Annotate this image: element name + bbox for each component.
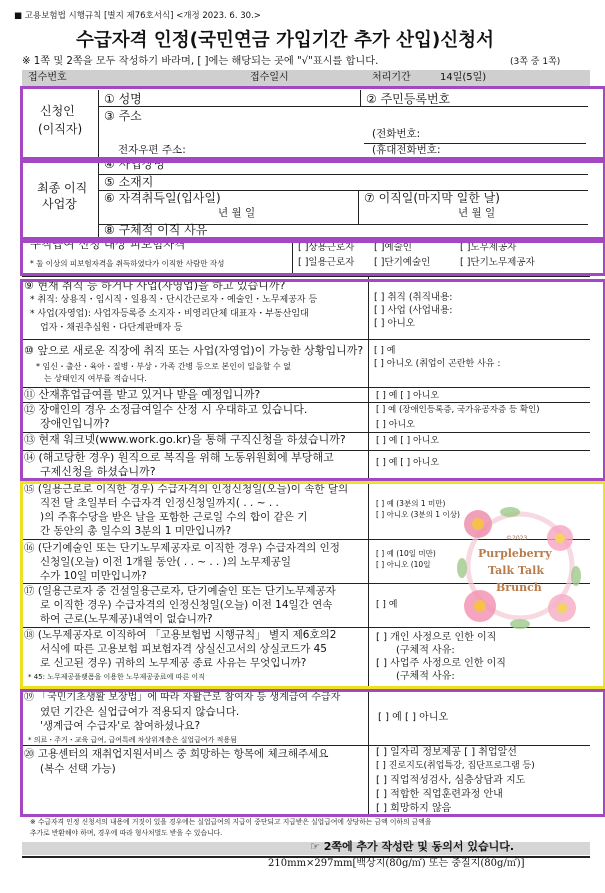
q20-answer-training[interactable]: [ ] 적합한 직업훈련과정 안내 xyxy=(376,789,503,800)
address-field-label[interactable]: ③ 주소 xyxy=(104,109,142,123)
highlight-questions-9-14 xyxy=(20,279,605,481)
q15-answer-yes[interactable]: [ ] 예 (3분의 1 미만) xyxy=(376,499,446,508)
q10-line2: * 임신・출산・육아・질병・부상・가족 간병 등으로 본인이 일을할 수 없 xyxy=(36,362,291,371)
option-short-artist[interactable]: [ ]단기예술인 xyxy=(374,257,431,268)
q14-answer[interactable]: [ ] 예 [ ] 아니오 xyxy=(376,458,440,468)
workplace-name-label[interactable]: ④ 사업장명 xyxy=(104,157,165,171)
q18-answer-personal-reason[interactable]: (구체적 사유: xyxy=(396,645,455,656)
q18-line3: 로 신고된 경우) 귀하의 노무제공 종료 사유는 무엇입니까? xyxy=(40,657,307,669)
q20-answer-none[interactable]: [ ] 희망하지 않음 xyxy=(376,803,452,814)
postal-field-label[interactable]: 전자우편 주소: xyxy=(118,144,186,156)
option-artist[interactable]: [ ]예술인 xyxy=(374,242,412,253)
mobile-field-label[interactable]: (휴대전화번호: xyxy=(372,144,441,156)
q19-line4: * 의료・주거・교육 급여, 급여특례 차상위계층은 실업급여가 적용됨 xyxy=(28,736,237,744)
q9-answer-job[interactable]: [ ] 취직 (취직내용: xyxy=(374,292,453,303)
watermark-small: ©2023 xyxy=(506,535,528,542)
highlight-benefit-type xyxy=(20,237,605,276)
processing-period-label: 처리기간 xyxy=(372,72,411,83)
q15-line2: 직전 달 초일부터 수급자격 인정신청일까지( . . ~ . . xyxy=(40,497,279,509)
q9-answer-business[interactable]: [ ] 사업 (사업내용: xyxy=(374,305,453,316)
workplace-location-label[interactable]: ⑤ 소재지 xyxy=(104,175,154,189)
workplace-section-sublabel: 사업장 xyxy=(42,197,77,211)
watermark-line2: Talk Talk xyxy=(488,564,544,577)
footer-warning-line2: 추가로 반환해야 하며, 경우에 따라 형사처벌도 받을 수 있습니다. xyxy=(30,829,223,837)
rrn-field-label[interactable]: ② 주민등록번호 xyxy=(366,92,451,106)
name-field-label[interactable]: ① 성명 xyxy=(104,92,142,106)
floral-watermark-logo xyxy=(450,496,590,636)
q10-answer-no[interactable]: [ ] 아니오 (취업이 곤란한 사유 : xyxy=(374,359,501,369)
q15-line1: ⑮ (일용근로로 이직한 경우) 수급자격의 인정신청일(오늘)이 속한 달의 xyxy=(24,483,349,495)
left-date-label[interactable]: ⑦ 이직일(마지막 일한 날) xyxy=(364,191,500,205)
receipt-row xyxy=(22,70,590,87)
acquired-date-value[interactable]: 년 월 일 xyxy=(218,207,256,219)
paper-spec: 210mm×297mm[백상지(80g/㎡) 또는 중질지(80g/㎡)] xyxy=(268,858,525,869)
q15-answer-no[interactable]: [ ] 아니오 (3분의 1 이상) xyxy=(376,510,460,519)
benefit-type-note: * 둘 이상의 피보험자격을 취득하였다가 이직한 사람만 작성 xyxy=(30,259,225,268)
watermark-line3: Brunch xyxy=(496,581,542,594)
q9-line3: * 사업(자영업): 사업자등록증 소지자・비영리단체 대표자・부동산임대 xyxy=(30,309,309,319)
applicant-section-sublabel: (이직자) xyxy=(38,122,83,136)
benefit-type-label: 구직급여 신청 대상 피보험자격 xyxy=(30,237,186,251)
q19-line1: ⑲ 「국민기초생활 보장법」에 따라 자활근로 참여자 등 생계급여 수급자 xyxy=(24,692,341,703)
option-daily[interactable]: [ ]일용근로자 xyxy=(298,257,355,268)
continue-notice: ☞ 2쪽에 추가 작성란 및 동의서 있습니다. xyxy=(310,840,515,853)
option-labor[interactable]: [ ]노무제공자 xyxy=(460,242,517,253)
q20-line1: ⑳ 고용센터의 재취업지원서비스 중 희망하는 항목에 체크해주세요 xyxy=(24,748,329,760)
leave-reason-label[interactable]: ⑧ 구체적 이직 사유 xyxy=(104,223,208,237)
q15-line4: 간 동안의 총 일수의 3분의 1 미만입니까? xyxy=(40,525,232,537)
q14-line1: ⑭ (해고당한 경우) 원직으로 복직을 위해 노동위원회에 부당해고 xyxy=(24,451,334,464)
q20-line2: (복수 선택 가능) xyxy=(40,763,116,775)
q10-answer-yes[interactable]: [ ] 예 xyxy=(374,346,396,356)
option-short-labor[interactable]: [ ]단기노무제공자 xyxy=(460,257,535,268)
q14-line2: 구제신청을 하셨습니까? xyxy=(40,465,156,478)
receipt-date-label: 접수일시 xyxy=(250,72,289,83)
q16-line3: 수가 10일 미만입니까? xyxy=(40,570,147,582)
processing-period-value: 14일(5일) xyxy=(440,72,487,83)
q18-answer-employer[interactable]: [ ] 사업주 사정으로 인한 이직 xyxy=(376,658,506,669)
q12-answer-yes[interactable]: [ ] 예 (장애인등록증, 국가유공자증 등 확인) xyxy=(376,405,540,415)
workplace-section-label: 최종 이직 xyxy=(37,181,88,195)
q9-line2: * 취직: 상용직・임시직・일용직・단시간근로자・예술인・노무제공자 등 xyxy=(30,295,318,305)
q11-line1: ⑪ 산재휴업급여를 받고 있거나 받을 예정입니까? xyxy=(24,388,261,401)
form-caption: ■ 고용보험법 시행규칙 [별지 제76호서식] <개정 2023. 6. 30.> xyxy=(14,11,261,21)
q9-answer-no[interactable]: [ ] 아니오 xyxy=(374,318,415,329)
q16-line2: 신청일(오늘) 이전 1개월 동안( . . ~ . . )의 노무제공일 xyxy=(40,556,292,568)
acquired-date-label[interactable]: ⑥ 자격취득일(입사일) xyxy=(104,191,221,205)
form-instruction: ※ 1쪽 및 2쪽을 모두 작성하기 바라며, [ ]에는 해당되는 곳에 "√"표시를 합니다. xyxy=(22,56,379,67)
q17-line3: 하여 근로(노무제공)내역이 없습니까? xyxy=(40,613,213,625)
q13-answer[interactable]: [ ] 예 [ ] 아니오 xyxy=(376,436,440,446)
q19-line2: 였던 기간은 실업급여가 적용되지 않습니다. xyxy=(40,706,240,718)
q13-line1: ⑬ 현재 워크넷(www.work.go.kr)을 통해 구직신청을 하셨습니까? xyxy=(24,433,346,446)
watermark-line1: Purpleberry xyxy=(478,547,552,560)
option-regular[interactable]: [ ]상용근로자 xyxy=(298,242,355,253)
q17-answer-yes[interactable]: [ ] 예 xyxy=(376,600,398,610)
receipt-number-label: 접수번호 xyxy=(28,72,67,83)
applicant-section-label: 신청인 xyxy=(40,104,75,118)
q12-answer-no[interactable]: [ ] 아니오 xyxy=(376,420,415,430)
q17-line1: ⑰ (일용근로자 중 건설일용근로자, 단기예술인 또는 단기노무제공자 xyxy=(24,585,336,597)
q10-line3: 는 상태인지 여부를 적습니다. xyxy=(44,374,147,383)
footer-warning-line1: ※ 수급자격 인정 신청서의 내용에 거짓이 있을 경우에는 실업급여의 지급이 중단되고 지급받은 실업급여에 상당하는 금액 이하의 금액을 xyxy=(30,818,432,826)
q20-answer-aptitude[interactable]: [ ] 직업적성검사, 심층상담과 지도 xyxy=(376,775,526,786)
q19-answer[interactable]: [ ] 예 [ ] 아니오 xyxy=(378,712,449,723)
highlight-questions-19-20 xyxy=(20,689,605,817)
page-number: (3쪽 중 1쪽) xyxy=(510,57,561,67)
q18-answer-personal[interactable]: [ ] 개인 사정으로 인한 이직 xyxy=(376,632,497,643)
q12-line2: 장애인입니까? xyxy=(40,417,110,430)
left-date-value[interactable]: 년 월 일 xyxy=(458,207,496,219)
q15-line3: )의 주휴수당을 받은 날을 포함한 근로일 수의 합이 같은 기 xyxy=(40,511,308,523)
q11-answer[interactable]: [ ] 예 [ ] 아니오 xyxy=(376,391,440,401)
q16-answer-yes[interactable]: [ ] 예 (10일 미만) xyxy=(376,549,436,558)
q19-line3: '생계급여 수급자'로 참여하셨나요? xyxy=(40,720,201,732)
q9-line4: 업자・채권추심원・다단계판매자 등 xyxy=(40,323,183,333)
q18-line2: 서식에 따른 고용보험 피보험자격 상실신고서의 상실코드가 45 xyxy=(40,643,327,655)
q16-answer-no[interactable]: [ ] 아니오 (10일 xyxy=(376,560,431,569)
q16-line1: ⑯ (단기예술인 또는 단기노무제공자로 이직한 경우) 수급자격의 인정 xyxy=(24,542,340,554)
phone-field-label[interactable]: (전화번호: xyxy=(372,128,421,140)
highlight-workplace xyxy=(20,157,605,240)
page-title: 수급자격 인정(국민연금 가입기간 추가 산입)신청서 xyxy=(76,30,494,51)
q10-line1: ⑩ 앞으로 새로운 직장에 취직 또는 사업(자영업)이 가능한 상황입니까? xyxy=(24,344,364,357)
q20-answer-guidance[interactable]: [ ] 진로지도(취업특강, 집단프로그램 등) xyxy=(376,761,535,771)
q9-line1: ⑨ 현재 취직 등 하거나 사업(자영업)을 하고 있습니까? xyxy=(24,279,286,292)
q18-line1: ⑱ (노무제공자로 이직하여 「고용보험법 시행규칙」 별지 제6호의2 xyxy=(24,629,337,641)
highlight-applicant xyxy=(20,86,605,160)
q18-line4: * 45: 노무제공플랫폼을 이용한 노무제공종료에 따른 이직 xyxy=(28,673,205,681)
q18-answer-employer-reason[interactable]: (구체적 사유: xyxy=(396,671,455,682)
q12-line1: ⑫ 장애인의 경우 소정급여일수 산정 시 우대하고 있습니다. xyxy=(24,403,308,416)
q17-line2: 로 이직한 경우) 수급자격의 인정신청일(오늘) 이전 14일간 연속 xyxy=(40,599,333,611)
q20-answer-info[interactable]: [ ] 일자리 정보제공 [ ] 취업알선 xyxy=(376,747,517,758)
